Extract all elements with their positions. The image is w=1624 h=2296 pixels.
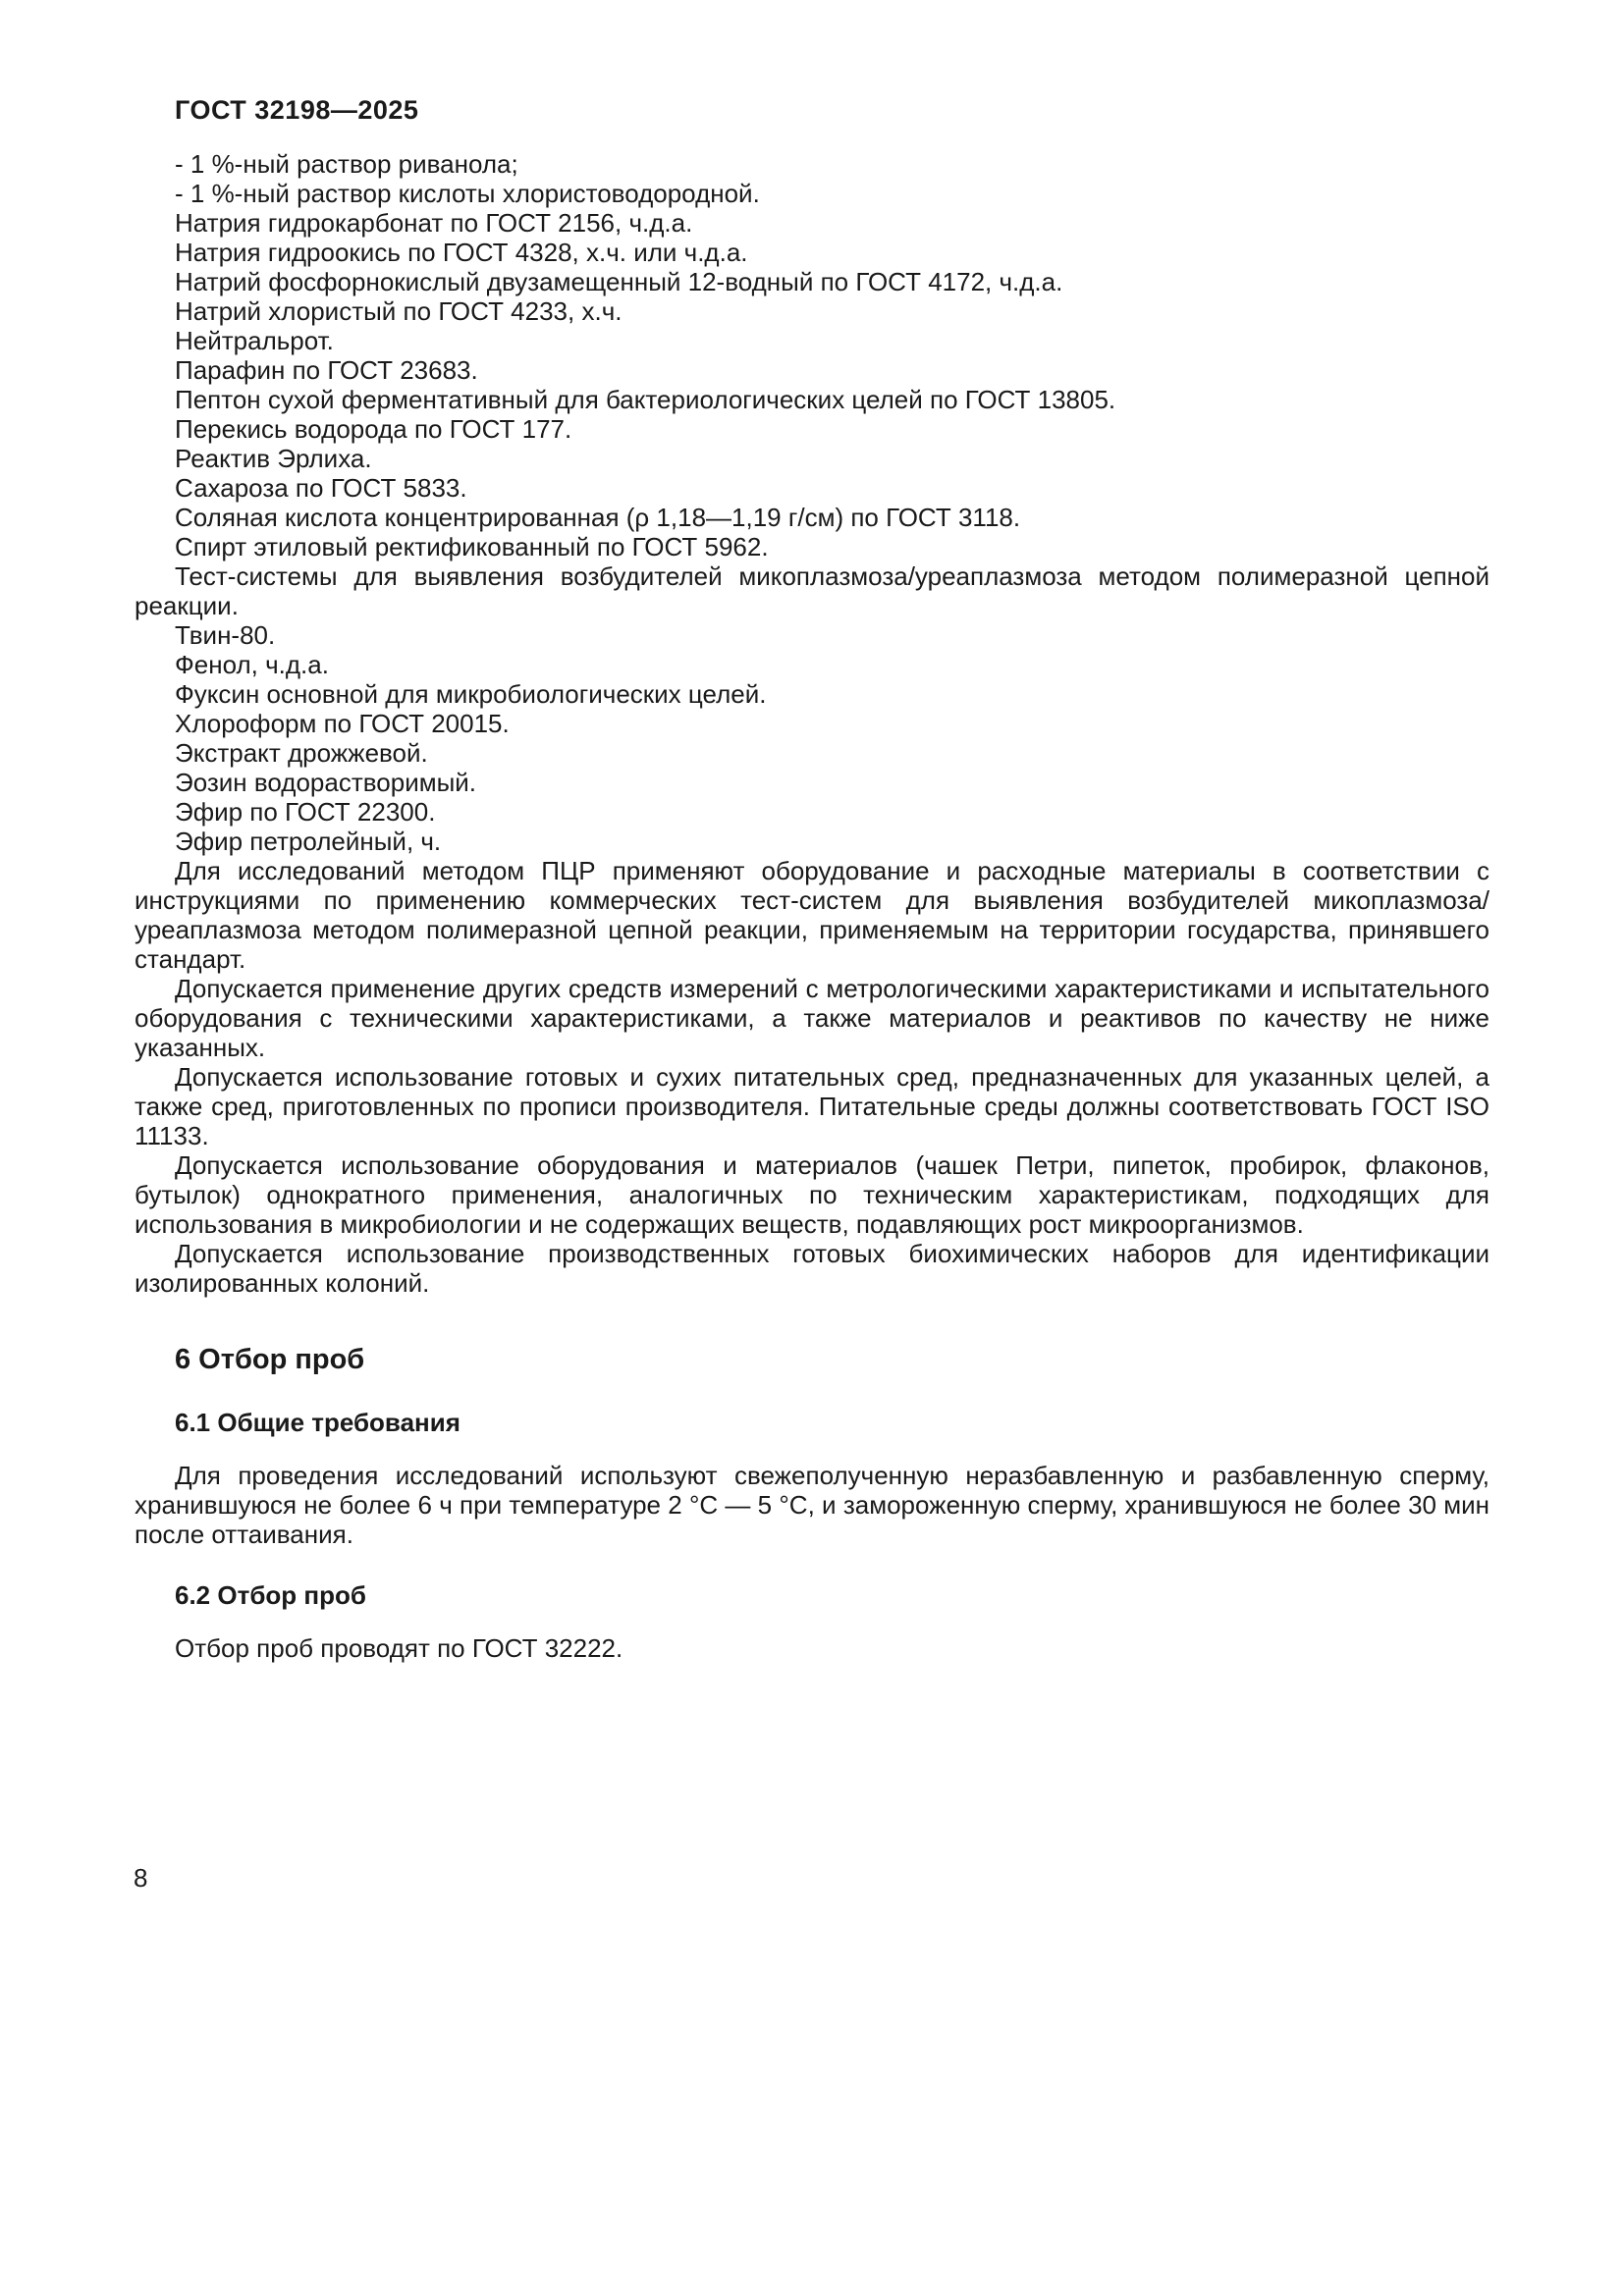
paragraph: Допускается применение других средств измерений с метрологическими характеристиками и испытательного оборудования с техническими характеристиками, а также материалов и реактивов по качеству не ниже указанных. [135,974,1489,1062]
subsection-heading: 6.1 Общие требования [175,1408,460,1437]
text-line: Сахароза по ГОСТ 5833. [175,473,467,503]
paragraph: Допускается использование оборудования и материалов (чашек Петри, пипеток, пробирок, флаконов, бутылок) однократного применения, аналогичных по техническим характеристикам, подходящих для использования в микробиологии и не содержащих веществ, подавляющих рост микроорганизмов. [135,1150,1489,1239]
text-line: Натрия гидроокись по ГОСТ 4328, х.ч. или ч.д.а. [175,238,748,267]
paragraph: Допускается использование готовых и сухих питательных сред, предназначенных для указанных целей, а также сред, приготовленных по прописи производителя. Питательные среды должны соответствовать ГОСТ ISO 11133. [135,1062,1489,1150]
text-line: Хлороформ по ГОСТ 20015. [175,709,510,738]
text-line: Реактив Эрлиха. [175,444,372,473]
paragraph: Для исследований методом ПЦР применяют оборудование и расходные материалы в соответствии с инструкциями по применению коммерческих тест-систем для выявления возбудителей микоплазмоза/уреаплазмоза методом полимеразной цепной реакции, применяемым на территории государства, принявшего стандарт. [135,856,1489,974]
subsection-heading: 6.2 Отбор проб [175,1580,366,1610]
running-header: ГОСТ 32198—2025 [175,95,419,125]
text-line: Натрий хлористый по ГОСТ 4233, х.ч. [175,296,623,326]
paragraph: Допускается использование производственных готовых биохимических наборов для идентификации изолированных колоний. [135,1239,1489,1298]
text-line: Экстракт дрожжевой. [175,738,428,768]
text-line: Твин-80. [175,620,276,650]
text-line: Натрия гидрокарбонат по ГОСТ 2156, ч.д.а. [175,208,693,238]
section-heading: 6 Отбор проб [175,1344,365,1375]
text-line: Пептон сухой ферментативный для бактериологических целей по ГОСТ 13805. [175,385,1116,414]
text-line: Фенол, ч.д.а. [175,650,329,679]
text-line: Нейтральрот. [175,326,334,355]
text-line: Соляная кислота концентрированная (ρ 1,18—1,19 г/см) по ГОСТ 3118. [175,503,1021,532]
document-body [135,149,1489,1663]
text-line: Натрий фосфорнокислый двузамещенный 12-водный по ГОСТ 4172, ч.д.а. [175,267,1063,296]
text-line: Парафин по ГОСТ 23683. [175,355,478,385]
text-line: - 1 %-ный раствор кислоты хлористоводородной. [175,179,760,208]
text-line: Спирт этиловый ректификованный по ГОСТ 5962. [175,532,769,561]
text-line: Эфир по ГОСТ 22300. [175,797,436,827]
text-line: Эозин водорастворимый. [175,768,477,797]
text-line: - 1 %-ный раствор риванола; [175,149,518,179]
paragraph: Для проведения исследований используют свежеполученную неразбавленную и разбавленную сперму, хранившуюся не более 6 ч при температуре 2 °С — 5 °С, и замороженную сперму, хранившуюся не более 30 мин после оттаивания. [135,1461,1489,1549]
page-number: 8 [134,1863,148,1893]
text-line: Эфир петролейный, ч. [175,827,442,856]
paragraph: Тест-системы для выявления возбудителей микоплазмоза/уреаплазмоза методом полимеразной цепной реакции. [135,561,1489,620]
text-line: Перекись водорода по ГОСТ 177. [175,414,572,444]
paragraph: Отбор проб проводят по ГОСТ 32222. [175,1633,623,1663]
text-line: Фуксин основной для микробиологических целей. [175,679,767,709]
